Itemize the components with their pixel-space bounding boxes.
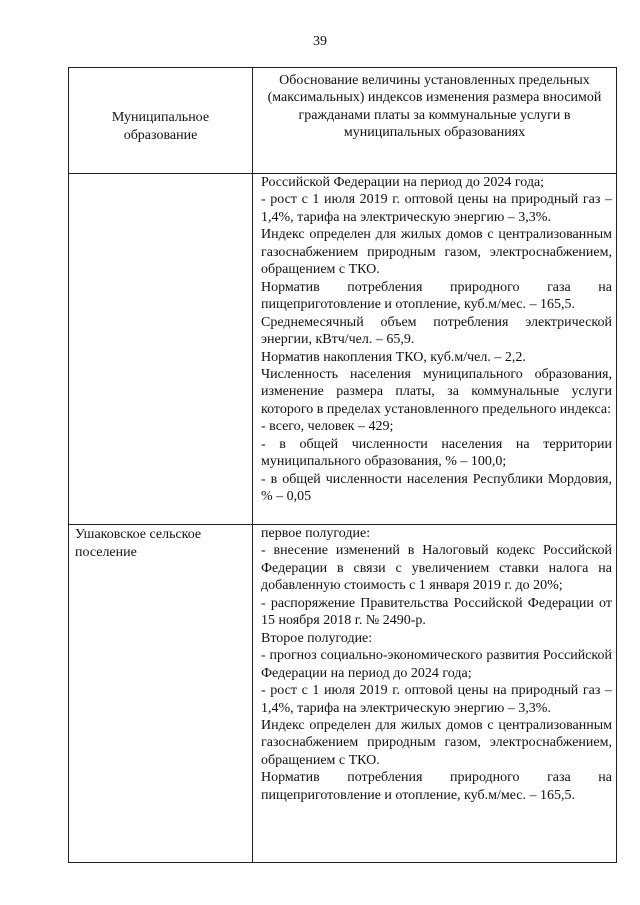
page-number: 39 bbox=[313, 34, 327, 49]
justification-line: Норматив потребления природного газа на пищеприготовление и отопление, куб.м/мес. – 165,5. bbox=[261, 279, 612, 313]
header-justification: Обоснование величины установленных предельных (максимальных) индексов изменения размера вносимой гражданами платы за коммунальные услуги в муниципальных образованиях bbox=[253, 68, 617, 174]
justification-line: Среднемесячный объем потребления электрической энергии, кВтч/чел. – 65,9. bbox=[261, 314, 612, 348]
justification-cell bbox=[253, 174, 617, 525]
justification-line: Численность населения муниципального образования, изменение размера платы, за коммунальные услуги которого в пределах установленного предельного индекса: bbox=[261, 366, 612, 417]
table-header-row bbox=[69, 68, 617, 174]
justification-line: - распоряжение Правительства Российской Федерации от 15 ноября 2018 г. № 2490-р. bbox=[261, 595, 612, 629]
justification-line: - всего, человек – 429; bbox=[261, 419, 394, 435]
municipality-cell bbox=[69, 174, 253, 525]
justification-line: Второе полугодие: bbox=[261, 630, 373, 646]
header-municipality: Муниципальное образование bbox=[69, 68, 253, 174]
justification-line: первое полугодие: bbox=[261, 526, 371, 541]
justification-cell bbox=[253, 525, 617, 863]
table-row bbox=[69, 525, 617, 863]
justification-line: - внесение изменений в Налоговый кодекс Российской Федерации в связи с увеличением ставки налога на добавленную стоимость с 1 января 2019 г. до 20%; bbox=[261, 543, 612, 594]
justification-line: - рост с 1 июля 2019 г. оптовой цены на природный газ – 1,4%, тарифа на электрическую энергию – 3,3%. bbox=[261, 192, 612, 225]
justification-line: Норматив накопления ТКО, куб.м/чел. – 2,2. bbox=[261, 349, 526, 365]
justification-line: - прогноз социально-экономического развития Российской Федерации на период до 2024 года; bbox=[261, 648, 612, 681]
justification-line: - в общей численности населения на территории муниципального образования, % – 100,0; bbox=[261, 436, 612, 470]
municipality-cell: Ушаковское сельское поселение bbox=[69, 525, 253, 863]
justification-line: Индекс определен для жилых домов с централизованным газоснабжением природным газом, электроснабжением, обращением с ТКО. bbox=[261, 717, 612, 768]
justification-line: Индекс определен для жилых домов с централизованным газоснабжением природным газом, электроснабжением, обращением с ТКО. bbox=[261, 227, 612, 278]
justification-line: - рост с 1 июля 2019 г. оптовой цены на природный газ – 1,4%, тарифа на электрическую энергию – 3,3%. bbox=[261, 683, 612, 716]
justification-line: Норматив потребления природного газа на пищеприготовление и отопление, куб.м/мес. – 165,5. bbox=[261, 770, 612, 803]
justification-line: Российской Федерации на период до 2024 года; bbox=[261, 175, 545, 190]
justification-line: - в общей численности населения Республики Мордовия, % – 0,05 bbox=[261, 471, 612, 505]
justification-table bbox=[68, 67, 617, 863]
table-row bbox=[69, 174, 617, 525]
